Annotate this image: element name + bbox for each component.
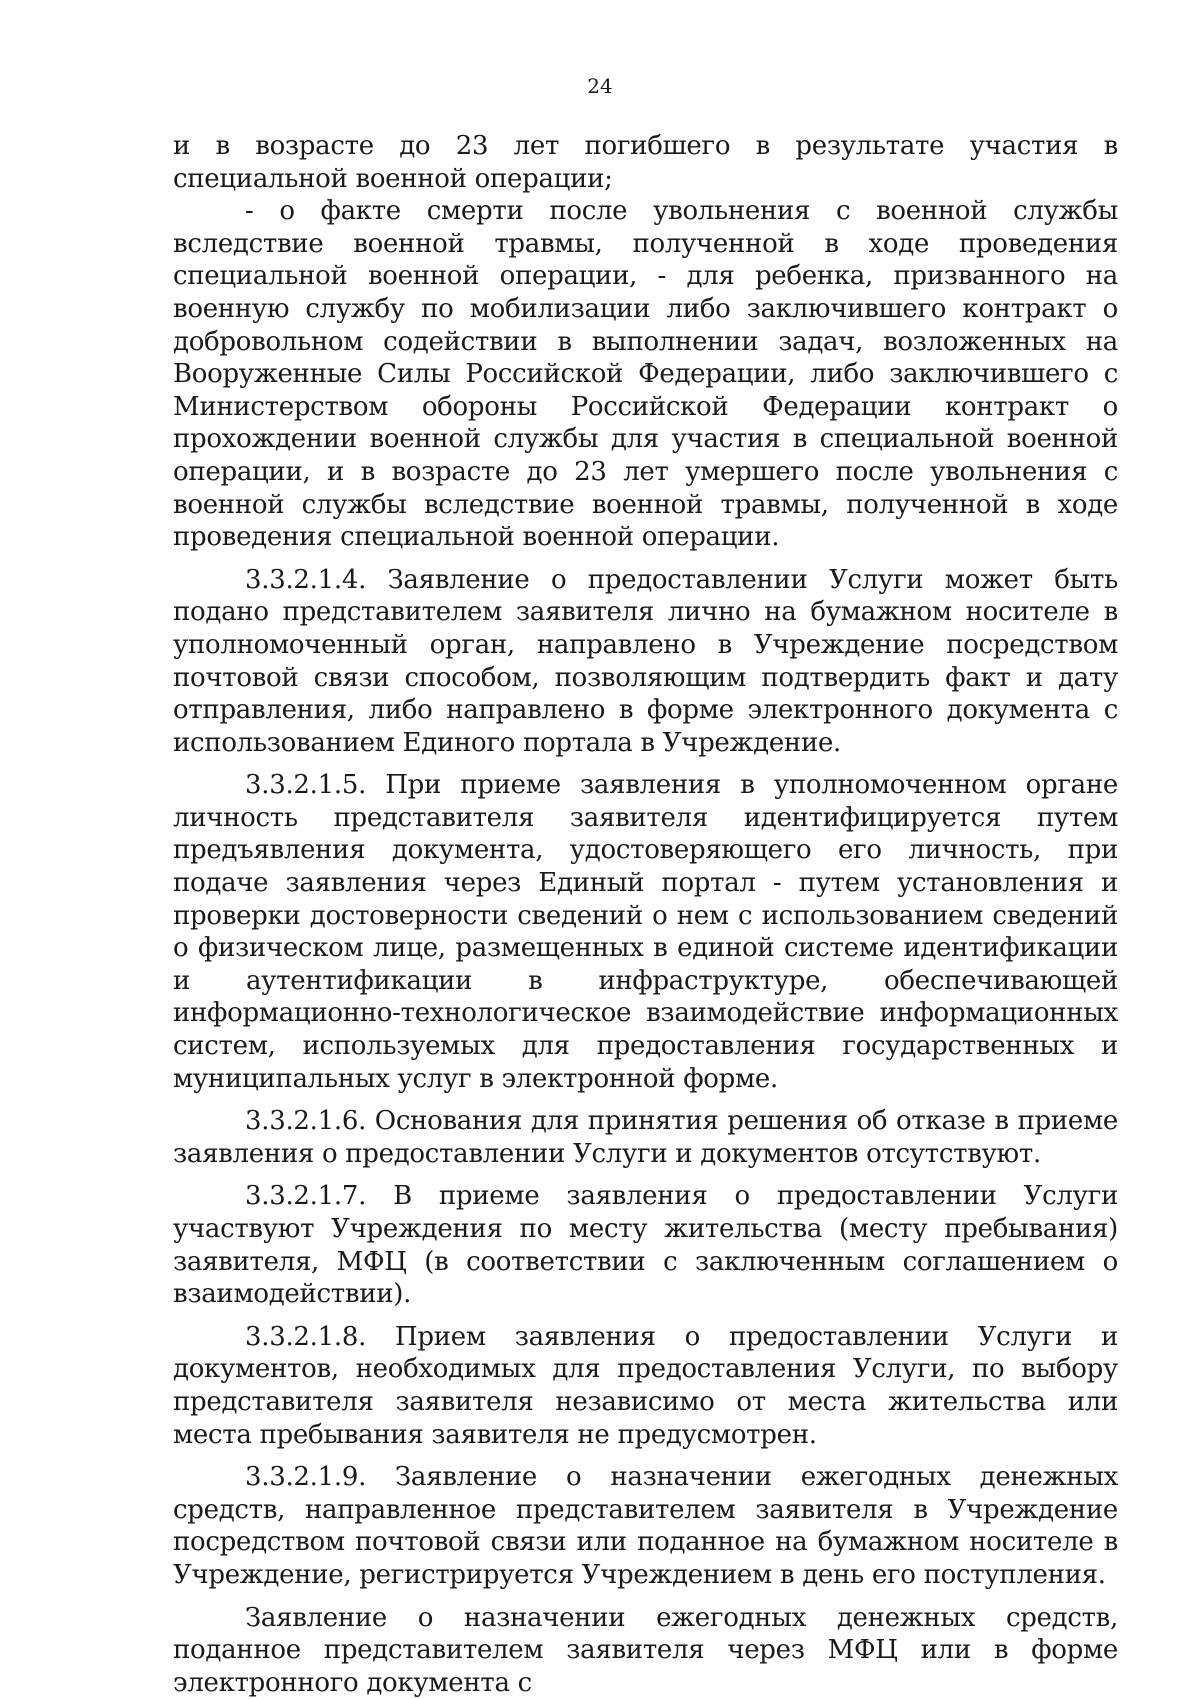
paragraph-3-3-2-1-8: 3.3.2.1.8. Прием заявления о предоставлении Услуги и документов, необходимых для предоставления Услуги, по выбору представителя заявителя независимо от места жительства или места пребывания заявителя не предусмотрен. (173, 1321, 1118, 1450)
document-body (173, 130, 1118, 1699)
paragraph-continuation: и в возрасте до 23 лет погибшего в результате участия в специальной военной операции; (173, 131, 1118, 194)
paragraph-death-fact: - о факте смерти после увольнения с военной службы вследствие военной травмы, полученной в ходе проведения специальной военной операции, - для ребенка, призванного на военную службу по мобилизации либо заключившего контракт о добровольном содействии в выполнении задач, возложенных на Вооруженные Силы Российской Федерации, либо заключившего с Министерством обороны Российской Федерации контракт о прохождении военной службы для участия в специальной военной операции, и в возрасте до 23 лет умершего после увольнения с военной службы вследствие военной травмы, полученной в ходе проведения специальной военной операции. (173, 196, 1118, 553)
paragraph-application-mfc: Заявление о назначении ежегодных денежных средств, поданное представителем заявителя через МФЦ или в форме электронного документа с (173, 1602, 1118, 1698)
paragraph-3-3-2-1-7: 3.3.2.1.7. В приеме заявления о предоставлении Услуги участвуют Учреждения по месту жительства (месту пребывания) заявителя, МФЦ (в соответствии с заключенным соглашением о взаимодействии). (173, 1181, 1118, 1310)
paragraph-3-3-2-1-4: 3.3.2.1.4. Заявление о предоставлении Услуги может быть подано представителем заявителя лично на бумажном носителе в уполномоченный орган, направлено в Учреждение посредством почтовой связи способом, позволяющим подтвердить факт и дату отправления, либо направлено в форме электронного документа с использованием Единого портала в Учреждение. (173, 564, 1118, 758)
paragraph-3-3-2-1-5: 3.3.2.1.5. При приеме заявления в уполномоченном органе личность представителя заявителя идентифицируется путем предъявления документа, удостоверяющего его личность, при подаче заявления через Единый портал - путем установления и проверки достоверности сведений о нем с использованием сведений о физическом лице, размещенных в единой системе идентификации и аутентификации в инфраструктуре, обеспечивающей информационно-технологическое взаимодействие информационных систем, используемых для предоставления государственных и муниципальных услуг в электронной форме. (173, 770, 1118, 1094)
page-number: 24 (587, 74, 613, 98)
paragraph-3-3-2-1-6: 3.3.2.1.6. Основания для принятия решения об отказе в приеме заявления о предоставлении Услуги и документов отсутствуют. (173, 1106, 1118, 1169)
paragraph-3-3-2-1-9: 3.3.2.1.9. Заявление о назначении ежегодных денежных средств, направленное представителем заявителя в Учреждение посредством почтовой связи или поданное на бумажном носителе в Учреждение, регистрируется Учреждением в день его поступления. (173, 1462, 1118, 1590)
